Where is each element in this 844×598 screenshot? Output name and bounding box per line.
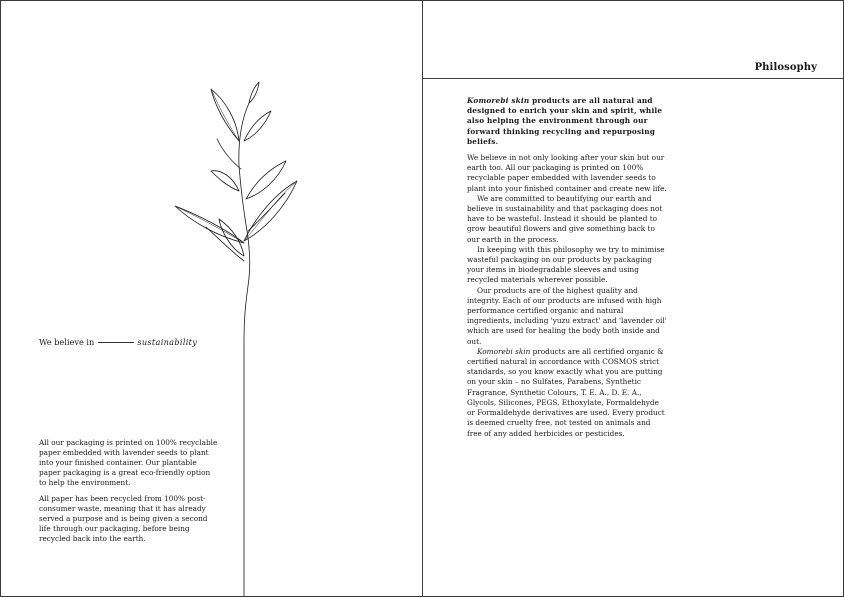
lead-text: products are all natural and designed to enrich your skin and spirit, while also helping the environment through our forward thinking recycling and repurposing beliefs. [467,96,663,146]
body-paragraph: Our products are of the highest quality and integrity. Each of our products are infused with high performance certified organic and natural ingredients, including 'yuzu extract' and 'lavender oil' which are used for healing the body both inside and out. [467,285,667,346]
page-fold-divider [422,1,423,596]
right-body-copy [467,96,667,439]
header-rule [423,78,843,79]
left-paragraph: All paper has been recycled from 100% post-consumer waste, meaning that it has already served a purpose and is being given a second life through our packaging, before being recycled back into the earth. [39,494,208,543]
tagline-emphasis: sustainability [137,337,198,347]
lead-paragraph [467,96,667,147]
brand-name: Komorebi skin [467,96,530,105]
body-paragraph: We are committed to beautifying our earth and believe in sustainability and that packaging does not have to be wasteful. Instead it should be planted to grow beautiful flowers and give something back to our earth in the process. [467,193,663,244]
tagline-prefix: We believe in [39,337,95,347]
final-paragraph [467,347,667,439]
final-text: products are all certified organic & certified natural in accordance with COSMOS strict standards, so you know exactly what you are putting on your skin – no Sulfates, Parabens, Synthetic Fragrance, Synthetic Colours, T. E. A., D. E. A., Glycols, Silicones, PEGS, Ethoxylate, Formaldehyde or Formaldehyde derivatives are used. Every product is deemed cruelty free, not tested on animals and free of any added herbicides or pesticides. [467,346,665,438]
left-body-copy [39,438,219,550]
body-paragraph: In keeping with this philosophy we try to minimise wasteful packaging on our products by packaging your items in biodegradable sleeves and using recycled materials wherever possible. [467,244,665,285]
brand-name: Komorebi skin [477,346,531,356]
left-paragraph: All our packaging is printed on 100% recyclable paper embedded with lavender seeds to plant into your finished container. Our plantable paper packaging is a great eco-friendly option to help the environment. [39,438,218,487]
section-title: Philosophy [754,62,817,73]
body-paragraph: We believe in not only looking after your skin but our earth too. All our packaging is printed on 100% recyclable paper embedded with lavender seeds to plant into your finished container and create new life. [467,153,667,193]
tagline [39,337,197,347]
tagline-rule [98,342,134,343]
